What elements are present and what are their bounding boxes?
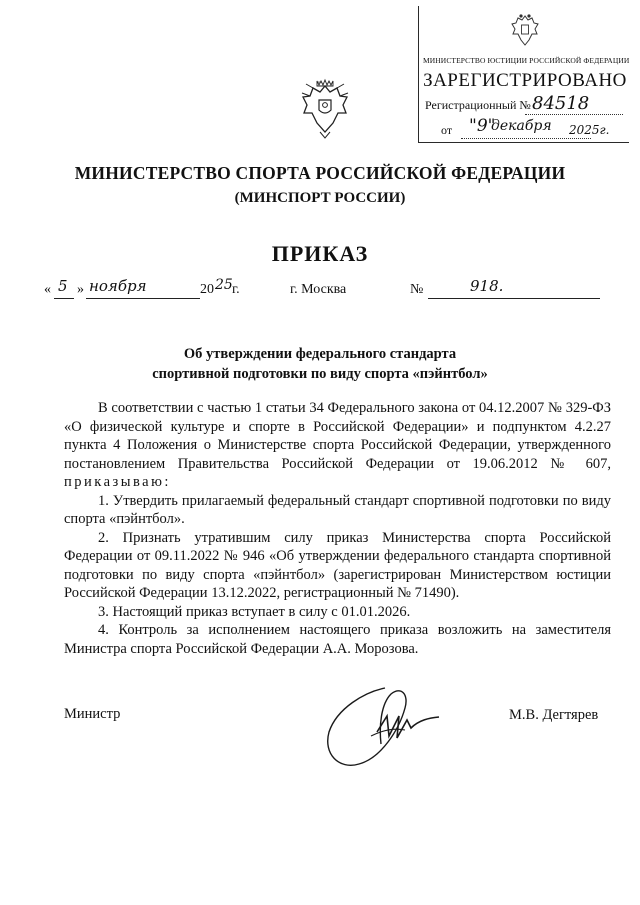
intro-text: В соответствии с частью 1 статьи 34 Федерального закона от 04.12.2007 № 329-ФЗ «О физической культуре и спорте в Российской Федерации» и подпунктом 4.2.27 пункта 4 Положения о Министерстве спорта Российской Федерации, утвержденного постановлением Правительства Российской Федерации от 19.06.2012 № 607,	[64, 400, 611, 472]
item-4: 4. Контроль за исполнением настоящего приказа возложить на заместителя Министра спорта Российской Федерации А.А. Морозова.	[64, 622, 611, 657]
stamp-reg-number: 84518	[532, 93, 590, 114]
item-1: 1. Утвердить прилагаемый федеральный стандарт спортивной подготовки по виду спорта «пэйнтбол».	[64, 492, 611, 527]
stamp-reg-label: Регистрационный №	[425, 98, 531, 112]
document-number: 918.	[470, 277, 504, 295]
document-body	[64, 399, 611, 658]
stamp-date-year: 2025г.	[569, 123, 610, 137]
document-number-label: №	[410, 282, 424, 297]
registration-stamp	[418, 6, 629, 143]
stamp-date-month: декабря	[491, 118, 552, 134]
signatory-title: Министр	[64, 706, 121, 722]
subject-line-1: Об утверждении федерального стандарта	[183, 346, 457, 362]
stamp-number-underline	[525, 114, 623, 115]
ministry-short-name: (МИНСПОРТ РОССИИ)	[234, 190, 406, 206]
ministry-name: МИНИСТЕРСТВО СПОРТА РОССИЙСКОЙ ФЕДЕРАЦИИ	[74, 163, 566, 183]
document-city: г. Москва	[290, 282, 347, 297]
stamp-date-underline	[461, 138, 591, 139]
command-word: приказываю:	[64, 474, 171, 490]
document-subject	[60, 344, 580, 384]
date-year-suffix: 25	[215, 277, 233, 293]
intro-paragraph	[64, 399, 611, 492]
date-open-quote: «	[44, 282, 51, 297]
signatory-name: М.В. Дегтярев	[509, 707, 599, 723]
stamp-registered-label: ЗАРЕГИСТРИРОВАНО	[423, 70, 627, 91]
document-type: ПРИКАЗ	[271, 241, 369, 266]
stamp-date-day: "9"	[469, 116, 496, 136]
russian-coat-of-arms-icon	[298, 78, 352, 140]
handwritten-signature-icon	[315, 670, 445, 780]
date-month-underline	[86, 298, 200, 299]
stamp-emblem-icon	[509, 12, 541, 48]
date-day-underline	[54, 298, 74, 299]
item-2: 2. Признать утратившим силу приказ Министерства спорта Российской Федерации от 09.11.2022 № 946 «Об утверждении федерального стандарта спортивной подготовки по виду спорта «пэйнтбол» (зарегистрирован Министерством юстиции Российской Федерации 13.12.2022, регистрационный № 71490).	[64, 529, 611, 601]
date-close-quote: »	[77, 282, 84, 297]
item-3: 3. Настоящий приказ вступает в силу с 01.01.2026.	[98, 603, 411, 620]
subject-line-2: спортивной подготовки по виду спорта «пэйнтбол»	[152, 366, 488, 382]
date-month: ноября	[89, 277, 147, 295]
stamp-ministry-name: МИНИСТЕРСТВО ЮСТИЦИИ РОССИЙСКОЙ ФЕДЕРАЦИИ	[423, 56, 630, 65]
date-year-unit: г.	[232, 282, 240, 297]
document-number-underline	[428, 298, 600, 299]
stamp-date-prefix: от	[441, 123, 453, 137]
date-year-prefix: 20	[200, 282, 214, 297]
date-day: 5	[58, 277, 68, 295]
